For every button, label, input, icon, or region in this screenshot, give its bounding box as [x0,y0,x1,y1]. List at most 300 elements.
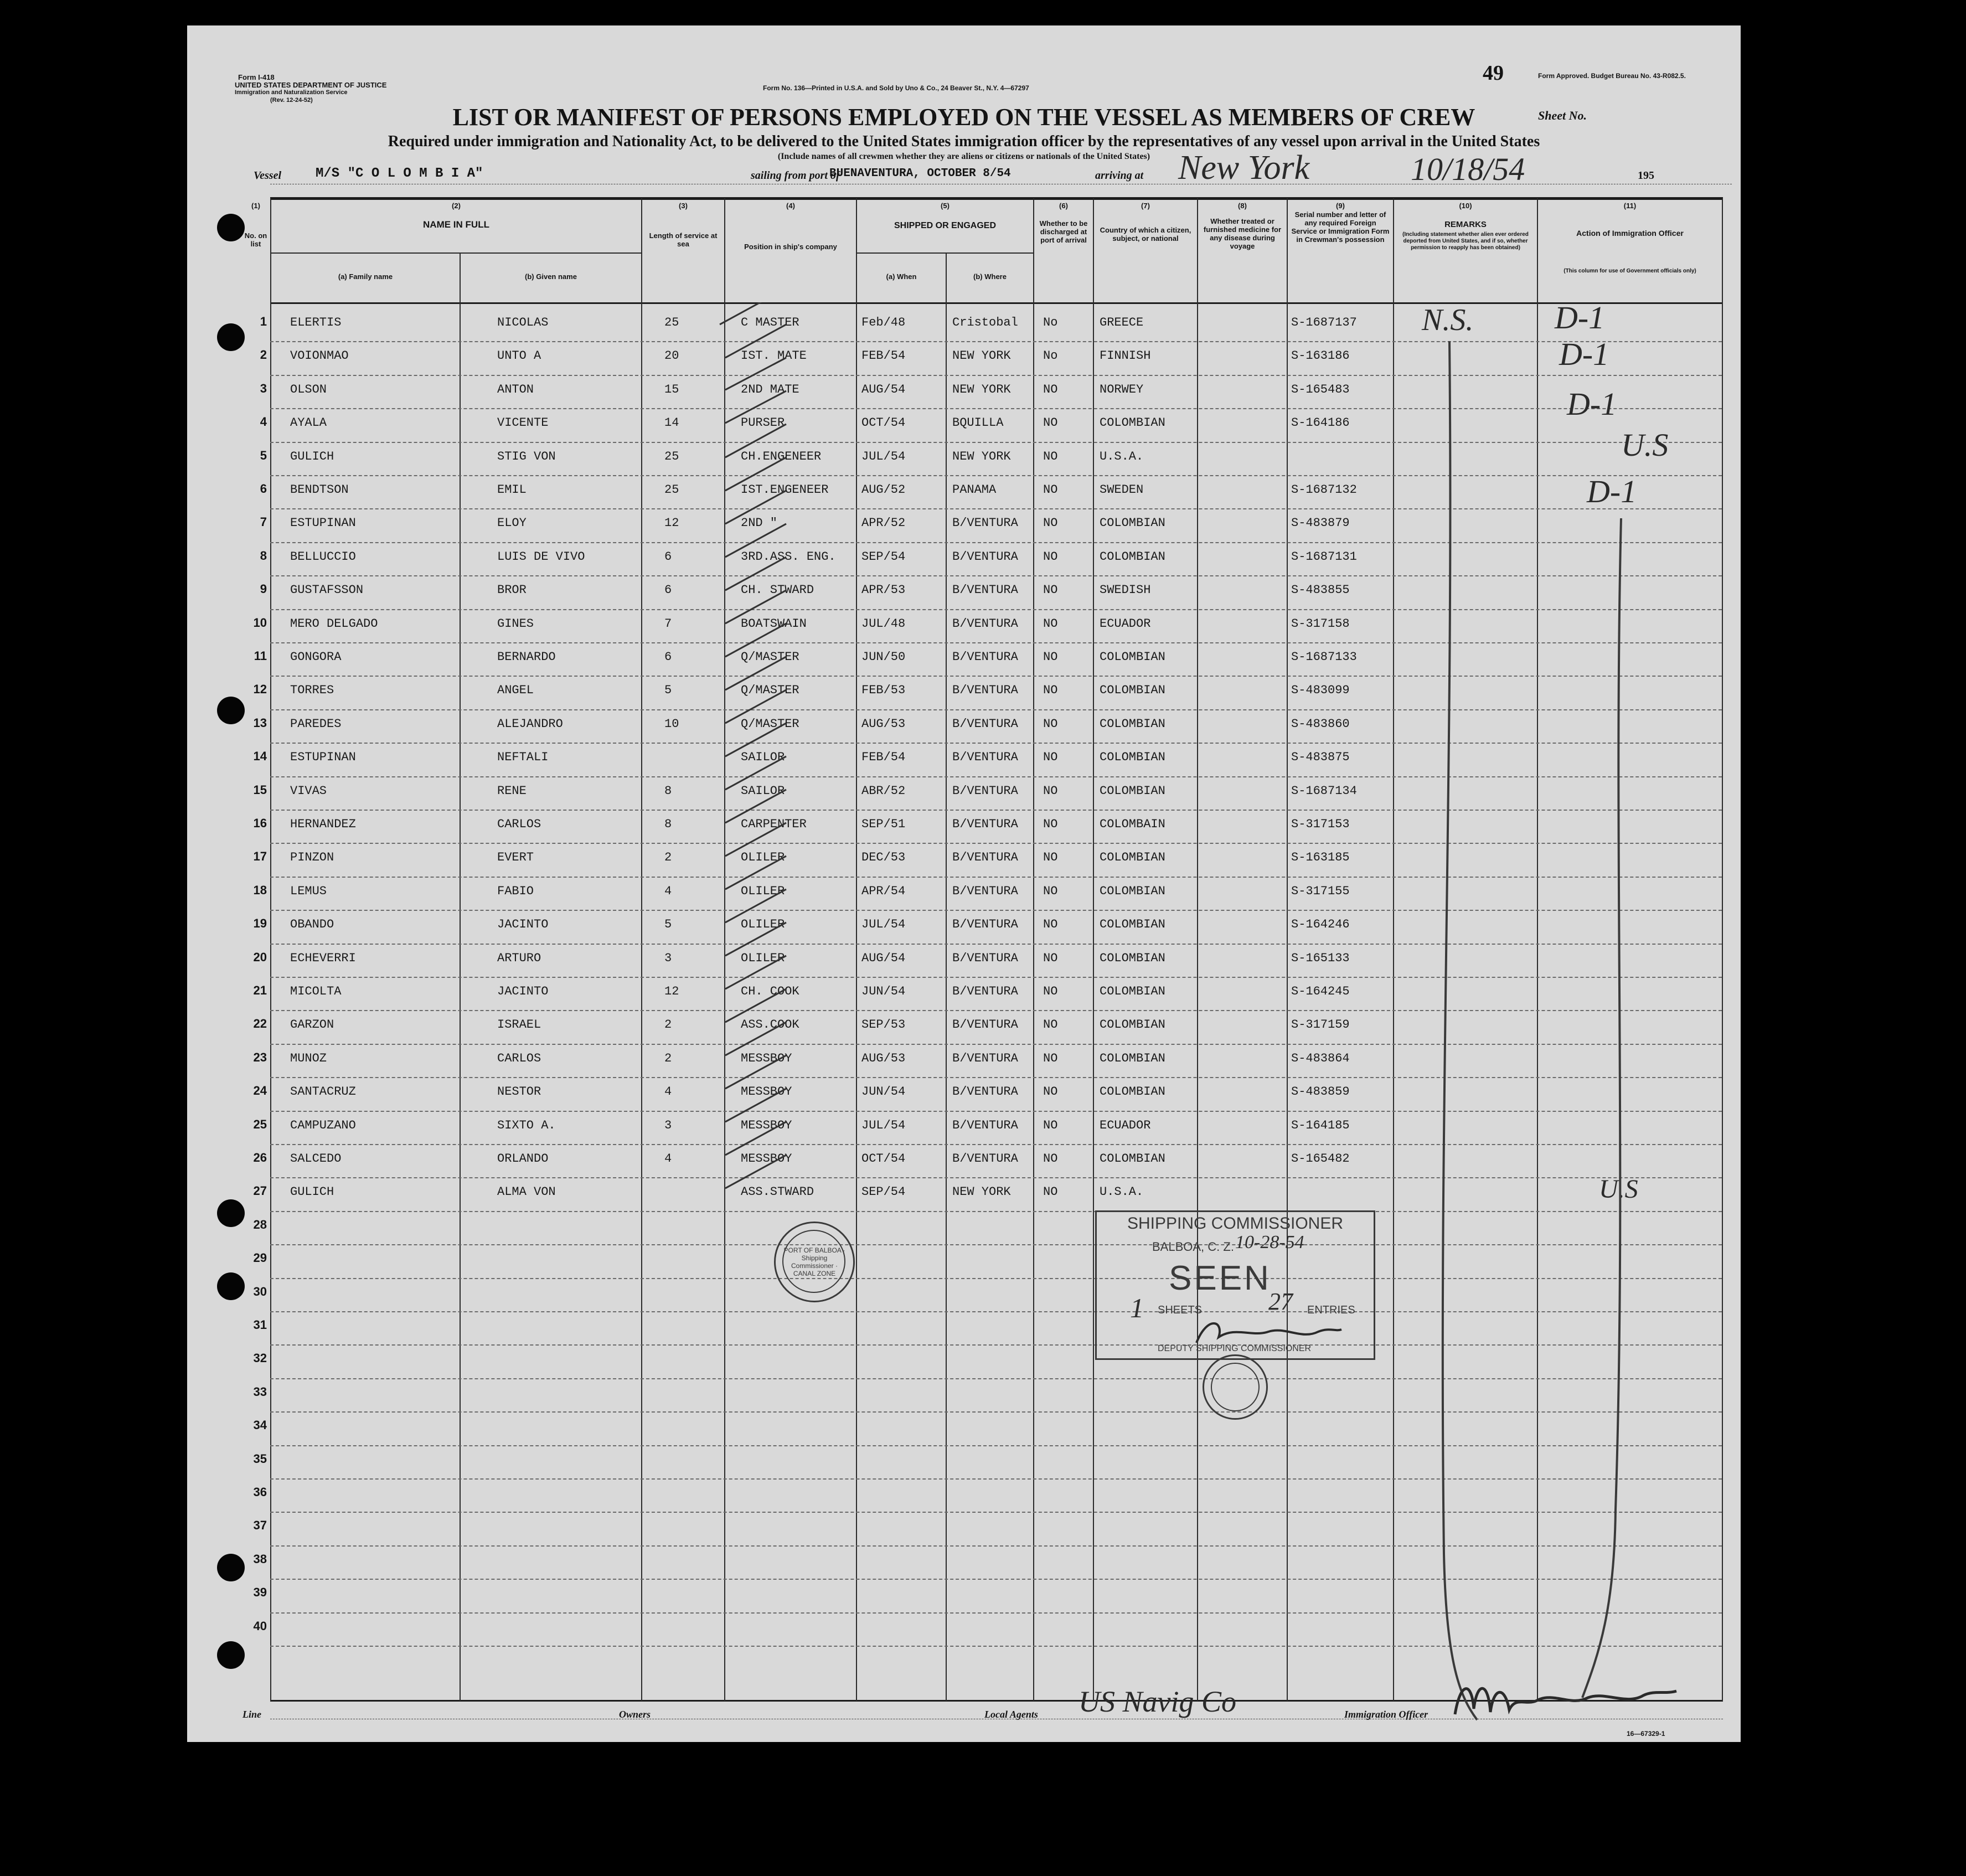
action-mark: D-1 [1587,473,1637,509]
crew-country: COLOMBIAN [1100,516,1165,530]
crew-given-name: VICENTE [497,416,549,430]
row-number: 32 [253,1351,267,1365]
arriving-date: 10/18/54 [1411,151,1525,187]
crew-serial: S-1687134 [1291,784,1357,798]
vessel-name: M/S "C O L O M B I A" [316,166,483,181]
crew-given-name: NICOLAS [497,316,549,329]
crew-country: COLOMBIAN [1100,951,1165,965]
crew-shipped-when: AUG/53 [861,1051,906,1065]
crew-discharge: NO [1043,817,1058,831]
crew-service-length: 4 [664,884,672,898]
col-divider [1722,198,1723,1701]
crew-shipped-where: B/VENTURA [952,1051,1018,1065]
stamp-date: 10-28-54 [1235,1232,1304,1253]
crew-country: COLOMBIAN [1100,1018,1165,1032]
row-number: 28 [253,1217,267,1231]
footer-agents-value: US Navig Co [1079,1685,1237,1718]
crew-family-name: MERO DELGADO [290,616,378,631]
crew-shipped-where: BQUILLA [952,416,1004,430]
crew-service-length: 25 [664,316,679,329]
crew-shipped-when: SEP/53 [861,1018,906,1032]
crew-serial: S-164185 [1291,1118,1350,1132]
year-label: 195 [1638,169,1654,182]
crew-country: ECUADOR [1100,616,1151,631]
crew-discharge: NO [1043,1085,1058,1099]
second-port-seal [1203,1354,1268,1420]
action-mark: D-1 [1555,300,1605,336]
crew-position: BOATSWAIN [741,616,807,631]
crew-shipped-when: OCT/54 [861,1152,906,1166]
crew-family-name: BENDTSON [290,483,349,497]
crew-shipped-when: APR/54 [861,884,906,898]
crew-country: SWEDEN [1100,483,1144,497]
crew-shipped-when: AUG/54 [861,382,906,396]
crew-discharge: NO [1043,616,1058,631]
crew-given-name: NEFTALI [497,750,549,765]
crew-position: MESSBOY [741,1118,792,1132]
crew-given-name: FABIO [497,884,534,898]
crew-shipped-where: B/VENTURA [952,985,1018,998]
punch-hole [217,323,245,351]
crew-position: OLILER [741,851,785,865]
crew-serial: S-483859 [1291,1085,1350,1099]
row-number: 18 [253,883,267,897]
crew-country: COLOMBIAN [1100,717,1165,731]
crew-shipped-when: JUN/50 [861,650,906,664]
crew-given-name: ANGEL [497,683,534,698]
col11-subheader: (This column for use of Government officials only) [1563,268,1696,274]
department: UNITED STATES DEPARTMENT OF JUSTICE [235,81,387,89]
crew-country: COLOMBIAN [1100,750,1165,765]
crew-shipped-when: JUL/54 [861,1118,906,1132]
col-divider [1287,198,1288,1701]
crew-shipped-where: B/VENTURA [952,616,1018,631]
crew-shipped-when: JUN/54 [861,1085,906,1099]
col3-num: (3) [679,202,688,210]
crew-discharge: NO [1043,683,1058,698]
crew-country: COLOMBIAN [1100,416,1165,430]
row-number: 30 [253,1284,267,1298]
crew-country: COLOMBIAN [1100,784,1165,798]
crew-discharge: No [1043,349,1058,363]
crew-service-length: 6 [664,583,672,597]
row-number: 22 [253,1017,267,1031]
crew-discharge: NO [1043,483,1058,497]
row-number: 7 [260,515,267,529]
row-number: 5 [260,448,267,462]
crew-country: U.S.A. [1100,449,1144,463]
crew-position: MESSBOY [741,1085,792,1099]
stamp-title: SHIPPING COMMISSIONER [1127,1214,1344,1233]
crew-shipped-where: B/VENTURA [952,918,1018,932]
crew-country: COLOMBIAN [1100,884,1165,898]
crew-serial: S-317158 [1291,616,1350,631]
arriving-label: arriving at [1095,169,1144,182]
vessel-label: Vessel [254,169,281,182]
punch-hole [217,1641,245,1669]
crew-shipped-when: OCT/54 [861,416,906,430]
crew-position: Q/MASTER [741,717,799,731]
stamp-deputy: DEPUTY SHIPPING COMMISSIONER [1158,1344,1312,1353]
crew-service-length: 7 [664,616,672,631]
crew-position: ASS.STWARD [741,1185,814,1199]
crew-shipped-where: B/VENTURA [952,750,1018,765]
shipped-subhead-rule [856,252,1033,254]
footer-officer-label: Immigration Officer [1344,1709,1428,1720]
row-number: 26 [253,1151,267,1164]
crew-serial: S-483860 [1291,717,1350,731]
crew-given-name: CARLOS [497,1051,541,1065]
row-number: 35 [253,1451,267,1466]
table-top-rule [270,197,1723,200]
crew-serial: S-483875 [1291,750,1350,765]
port-seal-stamp [774,1222,855,1302]
crew-country: COLOMBIAN [1100,1051,1165,1065]
crew-shipped-when: AUG/52 [861,483,906,497]
crew-family-name: GULICH [290,449,334,463]
crew-discharge: NO [1043,382,1058,396]
crew-country: COLOMBIAN [1100,918,1165,932]
crew-serial: S-1687133 [1291,650,1357,664]
crew-family-name: ECHEVERRI [290,951,356,965]
crew-position: 2ND MATE [741,382,799,396]
row-number: 11 [254,649,267,663]
row-number: 24 [253,1084,267,1098]
crew-service-length: 12 [664,516,679,530]
crew-serial: S-1687137 [1291,316,1357,329]
crew-serial: S-317153 [1291,817,1350,831]
crew-service-length: 3 [664,1118,672,1132]
crew-discharge: NO [1043,1152,1058,1166]
crew-given-name: BROR [497,583,527,597]
crew-family-name: AYALA [290,416,327,430]
crew-discharge: NO [1043,1118,1058,1132]
crew-shipped-where: B/VENTURA [952,851,1018,865]
crew-country: COLOMBIAN [1100,985,1165,998]
crew-shipped-where: Cristobal [952,316,1018,329]
crew-discharge: NO [1043,717,1058,731]
crew-given-name: NESTOR [497,1085,541,1099]
crew-discharge: NO [1043,416,1058,430]
crew-discharge: No [1043,316,1058,329]
crew-country: COLOMBIAN [1100,650,1165,664]
row-number: 27 [253,1184,267,1198]
row-number: 15 [253,782,267,797]
crew-family-name: ESTUPINAN [290,516,356,530]
crew-family-name: PINZON [290,851,334,865]
crew-discharge: NO [1043,918,1058,932]
crew-discharge: NO [1043,583,1058,597]
col2a-header: (a) Family name [338,272,393,281]
col7-num: (7) [1141,202,1150,210]
crew-service-length: 6 [664,650,672,664]
crew-position: SAILOR [741,784,785,798]
crew-service-length: 8 [664,817,672,831]
crew-shipped-when: DEC/53 [861,851,906,865]
row-number: 4 [260,415,267,429]
stamp-entries-label: ENTRIES [1307,1304,1355,1316]
col-divider [1197,198,1198,1701]
row-number: 17 [253,849,267,864]
col9-num: (9) [1336,202,1345,210]
col10-num: (10) [1459,202,1472,210]
row-number: 38 [253,1552,267,1566]
crew-shipped-when: FEB/54 [861,349,906,363]
crew-shipped-when: FEB/54 [861,750,906,765]
crew-family-name: GUSTAFSSON [290,583,364,597]
crew-service-length: 5 [664,918,672,932]
row-number: 37 [253,1518,267,1533]
crew-shipped-where: B/VENTURA [952,951,1018,965]
crew-shipped-where: B/VENTURA [952,650,1018,664]
col11-header: Action of Immigration Officer [1576,229,1684,238]
shipping-commissioner-stamp [1095,1210,1375,1360]
form-number: Form I-418 [238,73,275,81]
crew-family-name: OBANDO [290,918,334,932]
check-marks [642,302,930,1244]
crew-country: NORWEY [1100,382,1144,396]
crew-family-name: SALCEDO [290,1152,342,1166]
crew-serial: S-165483 [1291,382,1350,396]
footer-owners-label: Owners [619,1709,651,1720]
action-annotation-row27: U.S [1599,1174,1638,1204]
crew-shipped-where: B/VENTURA [952,683,1018,698]
crew-position: IST.ENGENEER [741,483,829,497]
crew-given-name: EVERT [497,851,534,865]
row-number: 3 [260,381,267,395]
page-title: LIST OR MANIFEST OF PERSONS EMPLOYED ON THE VESSEL AS MEMBERS OF CREW [452,104,1475,131]
crew-position: MESSBOY [741,1152,792,1166]
crew-service-length: 2 [664,1018,672,1032]
crew-given-name: STIG VON [497,449,556,463]
crew-shipped-when: FEB/53 [861,683,906,698]
crew-serial: S-165133 [1291,951,1350,965]
crew-shipped-when: SEP/51 [861,817,906,831]
crew-serial: S-165482 [1291,1152,1350,1166]
col5b-header: (b) Where [973,272,1007,281]
crew-discharge: NO [1043,516,1058,530]
punch-hole [217,214,245,241]
crew-service-length: 8 [664,784,672,798]
stamp-sheets-label: SHEETS [1158,1304,1203,1316]
col-divider [1093,198,1094,1701]
row-number: 8 [260,548,267,563]
crew-given-name: BERNARDO [497,650,556,664]
manifest-sheet [187,25,1741,1742]
crew-serial: S-483879 [1291,516,1350,530]
crew-given-name: UNTO A [497,349,541,363]
action-mark: D-1 [1559,336,1609,372]
crew-given-name: CARLOS [497,817,541,831]
crew-shipped-where: NEW YORK [952,382,1011,396]
crew-given-name: ALEJANDRO [497,717,563,731]
crew-discharge: NO [1043,951,1058,965]
crew-discharge: NO [1043,1185,1058,1199]
crew-shipped-where: B/VENTURA [952,1018,1018,1032]
crew-discharge: NO [1043,750,1058,765]
crew-family-name: MICOLTA [290,985,342,998]
crew-service-length: 25 [664,449,679,463]
crew-country: COLOMBIAN [1100,549,1165,564]
col8-num: (8) [1238,202,1247,210]
crew-country: COLOMBIAN [1100,1152,1165,1166]
arriving-port: New York [1178,149,1310,187]
crew-country: GREECE [1100,316,1144,329]
crew-family-name: GARZON [290,1018,334,1032]
col6-num: (6) [1059,202,1068,210]
col-divider [1537,198,1538,1701]
crew-shipped-when: JUL/54 [861,449,906,463]
crew-given-name: ORLANDO [497,1152,549,1166]
crew-family-name: GONGORA [290,650,342,664]
row-number: 14 [253,749,267,764]
crew-family-name: LEMUS [290,884,327,898]
row-number: 2 [260,348,267,362]
crew-country: FINNISH [1100,349,1151,363]
col10-subheader: (Including statement whether alien ever ordered deported from United States, and if so, whether permission to reapply has been obtained) [1402,231,1529,251]
row-number: 31 [253,1318,267,1332]
crew-position: 3RD.ASS. ENG. [741,549,836,564]
crew-country: U.S.A. [1100,1185,1144,1199]
action-handdrawn-line [1560,513,1649,1731]
col1-num: (1) [251,202,260,210]
crew-position: MESSBOY [741,1051,792,1065]
crew-service-length: 2 [664,851,672,865]
row-number: 13 [253,715,267,730]
col6-header: Whether to be discharged at port of arrival [1039,219,1088,244]
crew-shipped-where: NEW YORK [952,1185,1011,1199]
col9-header: Serial number and letter of any required Foreign Service or Immigration Form in Crewman's possession [1291,210,1390,244]
crew-shipped-when: JUL/54 [861,918,906,932]
crew-country: COLOMBIAN [1100,683,1165,698]
crew-family-name: VOIONMAO [290,349,349,363]
crew-service-length: 5 [664,683,672,698]
stamp-seen: SEEN [1169,1259,1271,1297]
row-number: 16 [253,816,267,830]
col4-header: Position in ship's company [744,243,837,251]
crew-given-name: ANTON [497,382,534,396]
crew-serial: S-163186 [1291,349,1350,363]
crew-given-name: ARTURO [497,951,541,965]
port-seal-text: PORT OF BALBOA · Shipping Commissioner · CANAL ZONE [783,1246,845,1277]
row-number: 12 [253,682,267,697]
crew-service-length: 3 [664,951,672,965]
stamp-entries-value: 27 [1268,1288,1293,1315]
col-divider [270,198,271,1701]
row-number: 6 [260,482,267,496]
crew-position: PURSER [741,416,785,430]
crew-given-name: EMIL [497,483,527,497]
crew-shipped-when: APR/53 [861,583,906,597]
crew-serial: S-483099 [1291,683,1350,698]
footer-code: 16—67329-1 [1627,1730,1665,1738]
crew-family-name: ELERTIS [290,316,342,329]
crew-country: SWEDISH [1100,583,1151,597]
crew-shipped-when: APR/52 [861,516,906,530]
stamp-sheets-value: 1 [1130,1292,1144,1323]
crew-serial: S-164186 [1291,416,1350,430]
crew-shipped-when: Feb/48 [861,316,906,329]
col2-header: NAME IN FULL [423,219,489,230]
page-number: 49 [1483,61,1504,85]
row-number: 34 [253,1418,267,1432]
crew-service-length: 4 [664,1152,672,1166]
crew-discharge: NO [1043,1018,1058,1032]
crew-country: COLOMBIAN [1100,851,1165,865]
crew-family-name: TORRES [290,683,334,698]
row-number: 29 [253,1251,267,1265]
sailing-label: sailing from port of [751,169,840,182]
row-number: 23 [253,1050,267,1064]
table-header-rule [270,302,1723,304]
crew-given-name: SIXTO A. [497,1118,556,1132]
col2b-header: (b) Given name [525,272,577,281]
crew-serial: S-483855 [1291,583,1350,597]
sheet-label: Sheet No. [1538,109,1587,122]
crew-family-name: CAMPUZANO [290,1118,356,1132]
crew-position: 2ND " [741,516,778,530]
col7-header: Country of which a citizen, subject, or national [1100,226,1191,243]
crew-shipped-where: B/VENTURA [952,717,1018,731]
action-mark: D-1 [1567,386,1617,422]
crew-position: Q/MASTER [741,683,799,698]
crew-serial: S-163185 [1291,851,1350,865]
crew-position: CARPENTER [741,817,807,831]
crew-service-length: 2 [664,1051,672,1065]
crew-discharge: NO [1043,784,1058,798]
footer-agents-label: Local Agents [984,1709,1038,1720]
crew-shipped-when: SEP/54 [861,1185,906,1199]
punch-hole [217,1199,245,1227]
crew-service-length: 10 [664,717,679,731]
crew-serial: S-1687131 [1291,549,1357,564]
crew-shipped-when: JUN/54 [861,985,906,998]
crew-given-name: GINES [497,616,534,631]
col8-header: Whether treated or furnished medicine for any disease during voyage [1203,217,1282,250]
row-number: 21 [253,983,267,997]
crew-given-name: JACINTO [497,918,549,932]
crew-shipped-when: AUG/54 [861,951,906,965]
crew-shipped-where: B/VENTURA [952,1118,1018,1132]
row-number: 36 [253,1485,267,1499]
row-number: 1 [260,315,267,328]
immigration-officer-signature [1449,1676,1682,1725]
crew-discharge: NO [1043,650,1058,664]
crew-service-length: 4 [664,1085,672,1099]
crew-position: CH. COOK [741,985,799,998]
crew-shipped-when: JUL/48 [861,616,906,631]
crew-position: Q/MASTER [741,650,799,664]
punch-hole [217,1554,245,1581]
crew-shipped-where: NEW YORK [952,449,1011,463]
action-mark: U.S [1621,427,1669,463]
crew-shipped-where: B/VENTURA [952,884,1018,898]
sailing-port: BUENAVENTURA, OCTOBER 8/54 [829,167,1011,180]
col5-header: SHIPPED OR ENGAGED [894,221,997,230]
col11-num: (11) [1623,202,1637,210]
crew-service-length: 12 [664,985,679,998]
row-number: 10 [253,615,267,630]
footer-line-label: Line [242,1709,261,1720]
crew-country: ECUADOR [1100,1118,1151,1132]
col5a-header: (a) When [886,272,917,281]
crew-shipped-when: AUG/53 [861,717,906,731]
col-divider [1033,198,1034,1701]
row-number: 25 [253,1117,267,1131]
crew-family-name: BELLUCCIO [290,549,356,564]
revision: (Rev. 12-24-52) [270,97,313,104]
name-subhead-rule [270,252,641,254]
